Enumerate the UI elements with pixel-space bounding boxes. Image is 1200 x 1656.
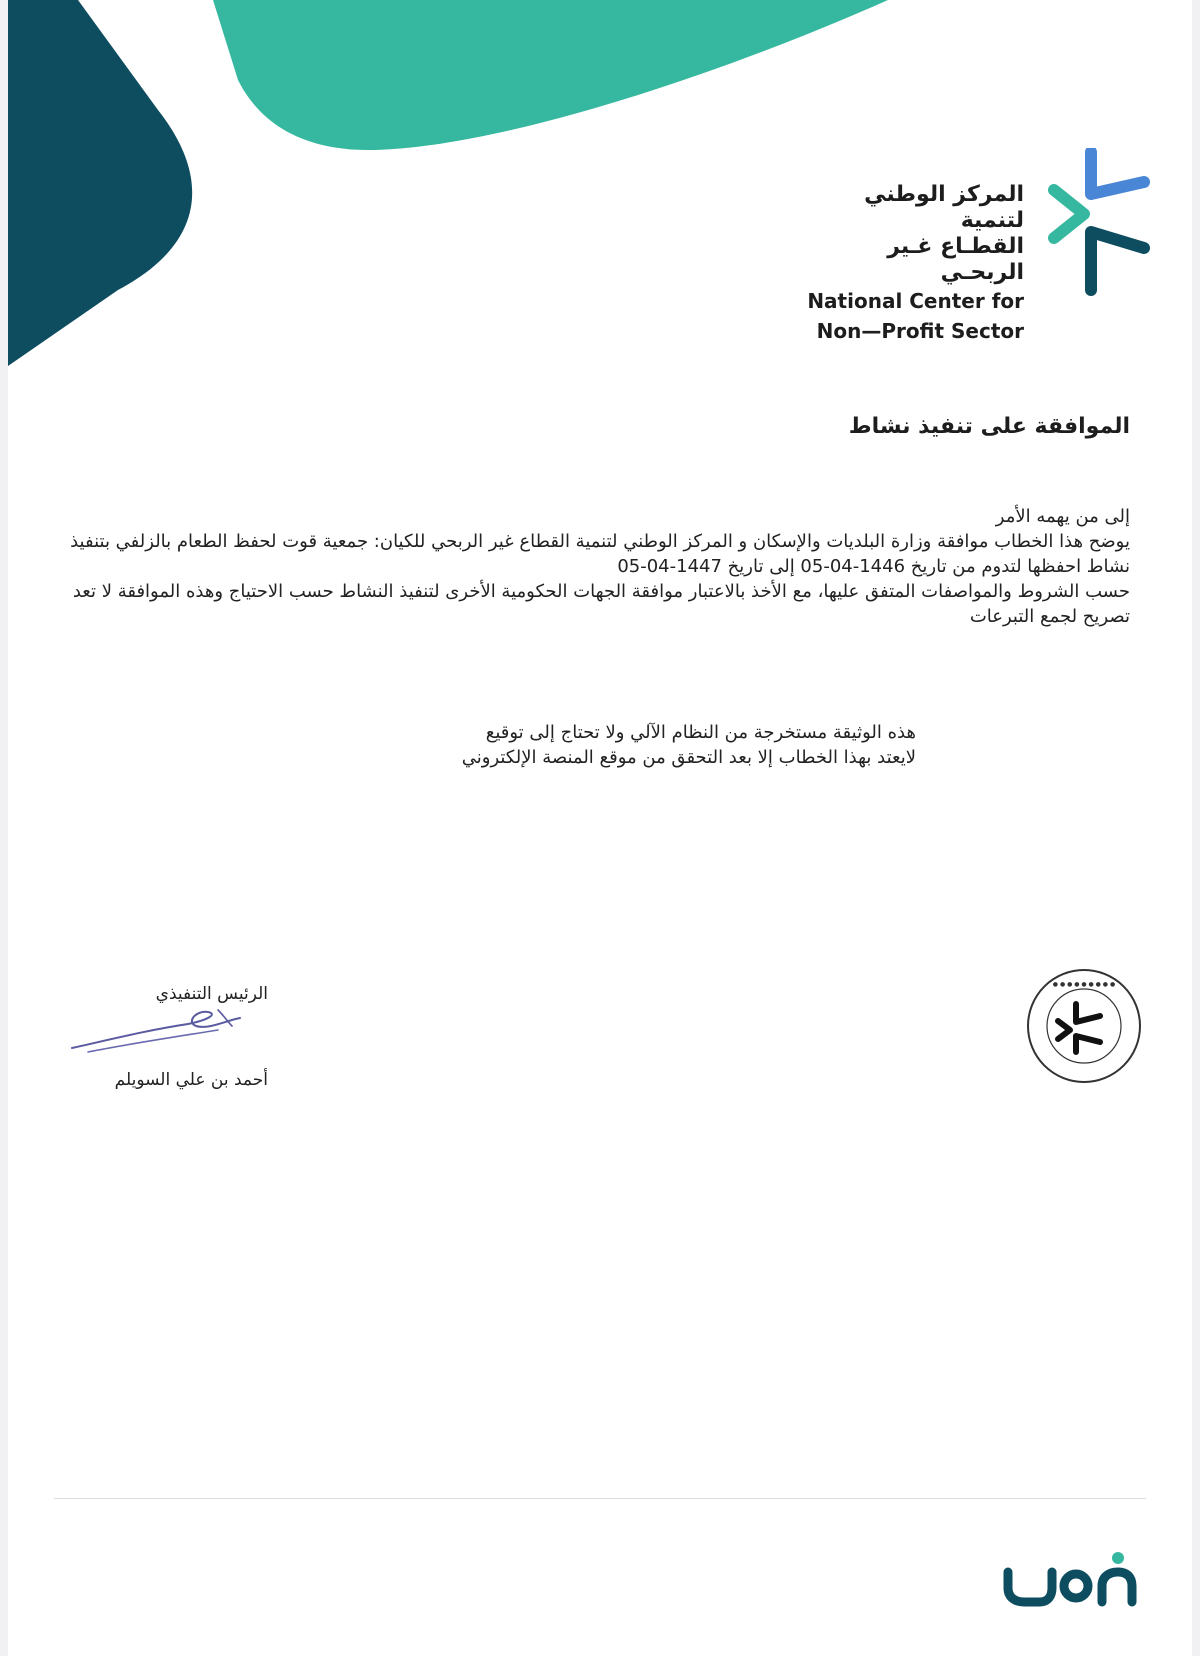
letter-title: الموافقة على تنفيذ نشاط [848,414,1130,439]
svg-text:● ● ● ● ● ● ● ● ●: ● ● ● ● ● ● ● ● ● [1052,981,1116,988]
signatory-name: أحمد بن علي السويلم [114,1070,268,1090]
signatory-title: الرئيس التنفيذي [155,984,268,1004]
handwritten-signature [68,1000,248,1060]
organization-name [807,182,1024,346]
footer-divider [54,1498,1146,1499]
letter-page [8,0,1192,1656]
noon-brand-logo [1002,1548,1142,1608]
official-seal-stamp [1024,966,1144,1086]
org-name-ar-line2: القطـاع غـير الربحـي [887,234,1024,285]
paragraph-approval: يوضح هذا الخطاب موافقة وزارة البلديات والإسكان و المركز الوطني لتنمية القطاع غير الربحي للكيان: جمعية قوت لحفظ الطعام بالزلفي بتنفيذ نشاط احفظها لتدوم من تاريخ 1446-04-05 إلى تاريخ 1447-04-05 [70,531,1130,577]
salutation: إلى من يهمه الأمر [995,506,1130,527]
org-name-ar-line1: المركز الوطني لتنمية [864,182,1024,233]
system-notice [276,720,916,770]
org-name-en-line1: National Center for [807,289,1024,313]
org-name-en-line2: Non—Profit Sector [816,319,1024,343]
letter-body [40,504,1130,629]
signature-block [58,984,268,1094]
paragraph-conditions: حسب الشروط والمواصفات المتفق عليها، مع الأخذ بالاعتبار موافقة الجهات الحكومية الأخرى لتنفيذ النشاط حسب الاحتياج وهذه الموافقة لا تعد تصريح لجمع التبرعات [72,581,1130,627]
ncnp-logo-icon [1046,148,1154,298]
teal-wave-shape [213,0,888,150]
notice-line1: هذه الوثيقة مستخرجة من النظام الآلي ولا تحتاج إلى توقيع [485,722,916,743]
organization-logo [807,148,1154,343]
dark-teal-shape [8,0,192,366]
notice-line2: لايعتد بهذا الخطاب إلا بعد التحقق من موقع المنصة الإلكتروني [461,747,916,768]
